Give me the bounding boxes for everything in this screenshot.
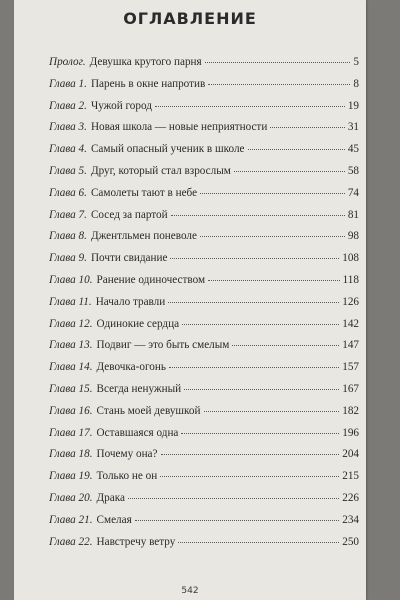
toc-entry [49,470,359,492]
chapter-page-number: 157 [342,361,359,374]
toc-entry [49,514,359,536]
dot-leader [182,324,339,325]
toc-entry [49,252,359,274]
chapter-label: Глава 16. [49,404,93,417]
dot-leader [161,454,340,455]
toc-entry [49,274,359,296]
chapter-label: Глава 18. [49,448,93,461]
chapter-title: Начало травли [95,295,166,308]
dot-leader [128,498,339,499]
chapter-label: Глава 11. [49,295,92,308]
dot-leader [169,367,339,368]
chapter-label: Глава 2. [49,99,87,112]
toc-entry [49,361,359,383]
page-title: ОГЛАВЛЕНИЕ [123,9,257,28]
chapter-label: Глава 1. [49,77,87,90]
toc-entry [49,383,359,405]
chapter-title: Друг, который стал взрослым [90,164,231,177]
dot-leader [181,433,339,434]
chapter-page-number: 204 [342,448,359,461]
chapter-label: Глава 3. [49,121,87,134]
chapter-page-number: 19 [347,99,359,112]
chapter-page-number: 215 [342,470,359,483]
dot-leader [168,302,339,303]
toc-entry [49,143,359,165]
chapter-label: Глава 4. [49,143,87,156]
chapter-title: Одинокие сердца [96,317,180,330]
page-content [14,0,366,600]
chapter-title: Почти свидание [90,252,168,265]
dot-leader [204,411,340,412]
chapter-page-number: 126 [342,295,359,308]
dot-leader [270,127,345,128]
chapter-page-number: 196 [342,426,359,439]
chapter-page-number: 118 [342,273,359,286]
chapter-page-number: 108 [342,252,359,265]
chapter-page-number: 5 [353,56,359,68]
toc-entry [49,209,359,231]
chapter-title: Девочка-огонь [96,361,166,374]
chapter-label: Глава 20. [49,491,93,504]
chapter-label: Глава 19. [49,470,93,483]
chapter-title: Ранение одиночеством [96,273,206,286]
toc-entry [49,56,359,78]
chapter-title: Джентльмен поневоле [90,230,197,243]
chapter-page-number: 45 [347,143,359,156]
chapter-title: Чужой город [90,99,152,112]
chapter-page-number: 8 [353,77,359,90]
chapter-label: Пролог. [49,56,86,68]
dot-leader [208,280,340,281]
toc-entry [49,536,359,558]
chapter-label: Глава 14. [49,361,93,374]
dot-leader [248,149,345,150]
book-page [14,0,366,600]
page-number: 542 [181,586,199,596]
chapter-page-number: 98 [347,230,359,243]
chapter-label: Глава 12. [49,317,93,330]
toc-entry [49,78,359,100]
dot-leader [155,106,345,107]
chapter-title: Навстречу ветру [96,535,176,548]
toc-entry [49,187,359,209]
chapter-label: Глава 22. [49,535,93,548]
toc-entry [49,339,359,361]
toc-entry [49,296,359,318]
dot-leader [160,476,339,477]
dot-leader [171,215,345,216]
dot-leader [232,345,339,346]
chapter-title: Девушка крутого парня [89,56,202,68]
chapter-title: Смелая [96,513,132,526]
chapter-title: Всегда ненужный [96,382,182,395]
chapter-label: Глава 9. [49,252,87,265]
chapter-page-number: 81 [347,208,359,221]
chapter-page-number: 31 [347,121,359,134]
chapter-page-number: 167 [342,382,359,395]
chapter-title: Парень в окне напротив [90,77,206,90]
chapter-label: Глава 17. [49,426,93,439]
chapter-label: Глава 13. [49,339,93,352]
toc-entry [49,100,359,122]
chapter-label: Глава 5. [49,164,87,177]
toc-entry [49,427,359,449]
dot-leader [208,84,350,85]
chapter-label: Глава 6. [49,186,87,199]
chapter-label: Глава 8. [49,230,87,243]
chapter-title: Почему она? [96,448,158,461]
toc-entry [49,448,359,470]
toc-entry [49,230,359,252]
chapter-page-number: 147 [342,339,359,352]
dot-leader [200,193,345,194]
chapter-label: Глава 10. [49,273,93,286]
chapter-page-number: 74 [347,186,359,199]
chapter-label: Глава 15. [49,382,93,395]
toc-entry [49,492,359,514]
toc-entry [49,165,359,187]
chapter-page-number: 234 [342,513,359,526]
dot-leader [184,389,339,390]
chapter-page-number: 182 [342,404,359,417]
chapter-label: Глава 21. [49,513,93,526]
toc-entry [49,121,359,143]
dot-leader [178,542,339,543]
chapter-title: Сосед за партой [90,208,168,221]
chapter-page-number: 226 [342,491,359,504]
chapter-title: Самолеты тают в небе [90,186,198,199]
dot-leader [170,258,339,259]
dot-leader [205,62,351,63]
chapter-title: Самый опасный ученик в школе [90,143,245,156]
table-of-contents [49,56,359,557]
chapter-title: Подвиг — это быть смелым [96,339,230,352]
dot-leader [200,236,345,237]
chapter-title: Новая школа — новые неприятности [90,121,268,134]
chapter-title: Драка [96,491,125,504]
chapter-label: Глава 7. [49,208,87,221]
dot-leader [135,520,339,521]
chapter-title: Только не он [96,470,158,483]
dot-leader [234,171,345,172]
toc-entry [49,405,359,427]
chapter-page-number: 142 [342,317,359,330]
chapter-title: Оставшаяся одна [96,426,179,439]
chapter-page-number: 250 [342,535,359,548]
chapter-page-number: 58 [347,164,359,177]
chapter-title: Стань моей девушкой [96,404,201,417]
toc-entry [49,318,359,340]
